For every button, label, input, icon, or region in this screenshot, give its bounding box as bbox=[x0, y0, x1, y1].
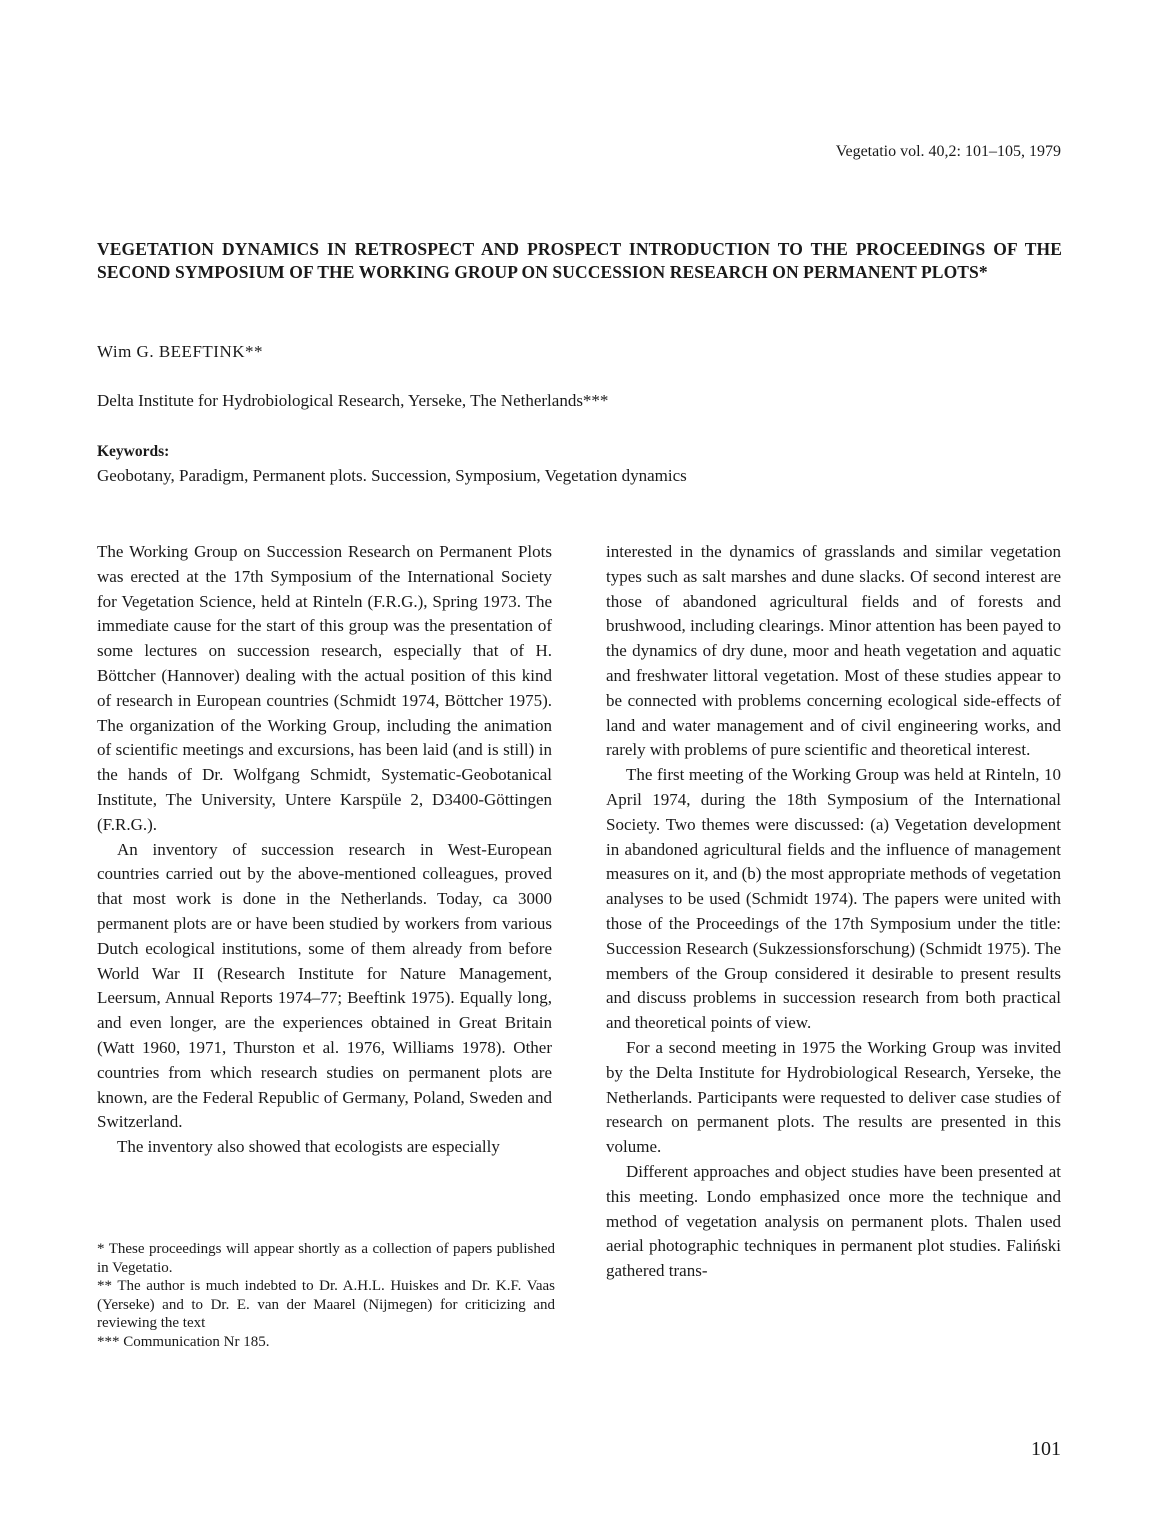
keywords-label: Keywords: bbox=[97, 443, 170, 460]
author-affiliation: Delta Institute for Hydrobiological Research, Yerseke, The Netherlands*** bbox=[97, 391, 609, 410]
paragraph: Different approaches and object studies have been presented at this meeting. Londo emphasized once more the technique and method of vegetation analysis on permanent plots. Thalen used aerial photographic techniques in permanent plot studies. Faliński gathered trans- bbox=[606, 1161, 1061, 1281]
paragraph: interested in the dynamics of grasslands and similar vegetation types such as salt marshes and dune slacks. Of second interest are those of abandoned agricultural fields and of forests and brushwood, including clearings. Minor attention has been payed to the dynamics of dry dune, moor and heath vegetation and aquatic and freshwater littoral vegetation. Most of these studies appear to be connected with problems concerning ecological side-effects of land and water management and of civil engineering works, and rarely with problems of pure scientific and theoretical interest. bbox=[606, 542, 1061, 760]
body-column-right bbox=[606, 540, 1061, 1284]
footnote: *** Communication Nr 185. bbox=[97, 1333, 270, 1350]
footnotes bbox=[97, 1240, 555, 1351]
keywords-list: Geobotany, Paradigm, Permanent plots. Succession, Symposium, Vegetation dynamics bbox=[97, 466, 687, 485]
page-number: 101 bbox=[1031, 1438, 1061, 1460]
author-name: Wim G. BEEFTINK** bbox=[97, 342, 263, 361]
paragraph: For a second meeting in 1975 the Working Group was invited by the Delta Institute for Hydrobiological Research, Yerseke, the Netherlands. Participants were requested to deliver case studies of research on permanent plots. The results are presented in this volume. bbox=[606, 1037, 1061, 1157]
article-title: VEGETATION DYNAMICS IN RETROSPECT AND PROSPECT INTRODUCTION TO THE PROCEEDINGS OF THE SECOND SYMPOSIUM OF THE WORKING GROUP ON SUCCESSION RESEARCH ON PERMANENT PLOTS* bbox=[97, 239, 1062, 282]
journal-reference: Vegetatio vol. 40,2: 101–105, 1979 bbox=[835, 143, 1061, 160]
paragraph: The inventory also showed that ecologists are especially bbox=[117, 1137, 500, 1157]
paragraph: The first meeting of the Working Group was held at Rinteln, 10 April 1974, during the 18th Symposium of the International Society. Two themes were discussed: (a) Vegetation development in abandoned agricultural fields and the influence of management measures on it, and (b) the most appropriate methods of vegetation analyses to be used (Schmidt 1974). The papers were united with those of the Proceedings of the 17th Symposium under the title: Succession Research (Sukzessionsforschung) (Schmidt 1975). The members of the Group considered it desirable to present results and discuss problems in succession research from both practical and theoretical points of view. bbox=[606, 765, 1061, 1033]
body-column-left bbox=[97, 540, 552, 1160]
footnote: * These proceedings will appear shortly as a collection of papers published in Vegetatio. bbox=[97, 1241, 555, 1276]
paragraph: An inventory of succession research in West-European countries carried out by the above-mentioned colleagues, proved that most work is done in the Netherlands. Today, ca 3000 permanent plots are or have been studied by workers from various Dutch ecological institutions, some of them already from before World War II (Research Institute for Nature Management, Leersum, Annual Reports 1974–77; Beeftink 1975). Equally long, and even longer, are the experiences obtained in Great Britain (Watt 1960, 1971, Thurston et al. 1976, Williams 1978). Other countries from which research studies on permanent plots are known, are the Federal Republic of Germany, Poland, Sweden and Switzerland. bbox=[97, 839, 552, 1132]
paragraph: The Working Group on Succession Research on Permanent Plots was erected at the 17th Symposium of the International Society for Vegetation Science, held at Rinteln (F.R.G.), Spring 1973. The immediate cause for the start of this group was the presentation of some lectures on succession research, especially that of H. Böttcher (Hannover) dealing with the actual position of this kind of research in European countries (Schmidt 1974, Böttcher 1975). The organization of the Working Group, including the animation of scientific meetings and excursions, has been laid (and is still) in the hands of Dr. Wolfgang Schmidt, Systematic-Geobotanical Institute, The University, Untere Karspüle 2, D3400-Göttingen (F.R.G.). bbox=[97, 542, 552, 834]
footnote: ** The author is much indebted to Dr. A.H.L. Huiskes and Dr. K.F. Vaas (Yerseke) and to Dr. E. van der Maarel (Nijmegen) for criticizing and reviewing the text bbox=[97, 1278, 555, 1331]
